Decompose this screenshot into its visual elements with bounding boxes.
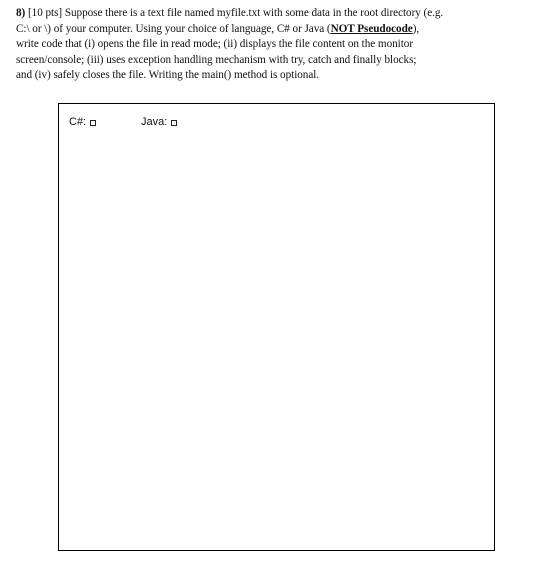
question-line-1 (16, 6, 522, 22)
question-line-3: write code that (i) opens the file in read mode; (ii) displays the file content on the monitor (16, 38, 414, 50)
csharp-checkbox[interactable] (90, 120, 96, 126)
not-pseudocode-emphasis: NOT Pseudocode (330, 22, 413, 35)
question-text (16, 6, 522, 84)
question-line-5: and (iv) safely closes the file. Writing the main() method is optional. (16, 69, 320, 81)
csharp-label: C#: (69, 116, 87, 128)
question-number: 8) (16, 7, 26, 19)
question-line-1-text: [10 pts] Suppose there is a text file named myfile.txt with some data in the root directory (e.g. (27, 7, 444, 19)
question-line-2 (16, 22, 522, 38)
csharp-option[interactable] (69, 116, 96, 129)
java-label: Java: (141, 116, 168, 128)
java-checkbox[interactable] (171, 120, 177, 126)
question-line-2-pre: C:\ or \) of your computer. Using your choice of language, C# or Java ( (16, 22, 331, 35)
answer-box[interactable] (58, 103, 495, 551)
question-line-4: screen/console; (iii) uses exception handling mechanism with try, catch and finally blocks; (16, 53, 417, 66)
question-line-2-post: ), (412, 22, 420, 35)
java-option[interactable] (141, 116, 177, 129)
